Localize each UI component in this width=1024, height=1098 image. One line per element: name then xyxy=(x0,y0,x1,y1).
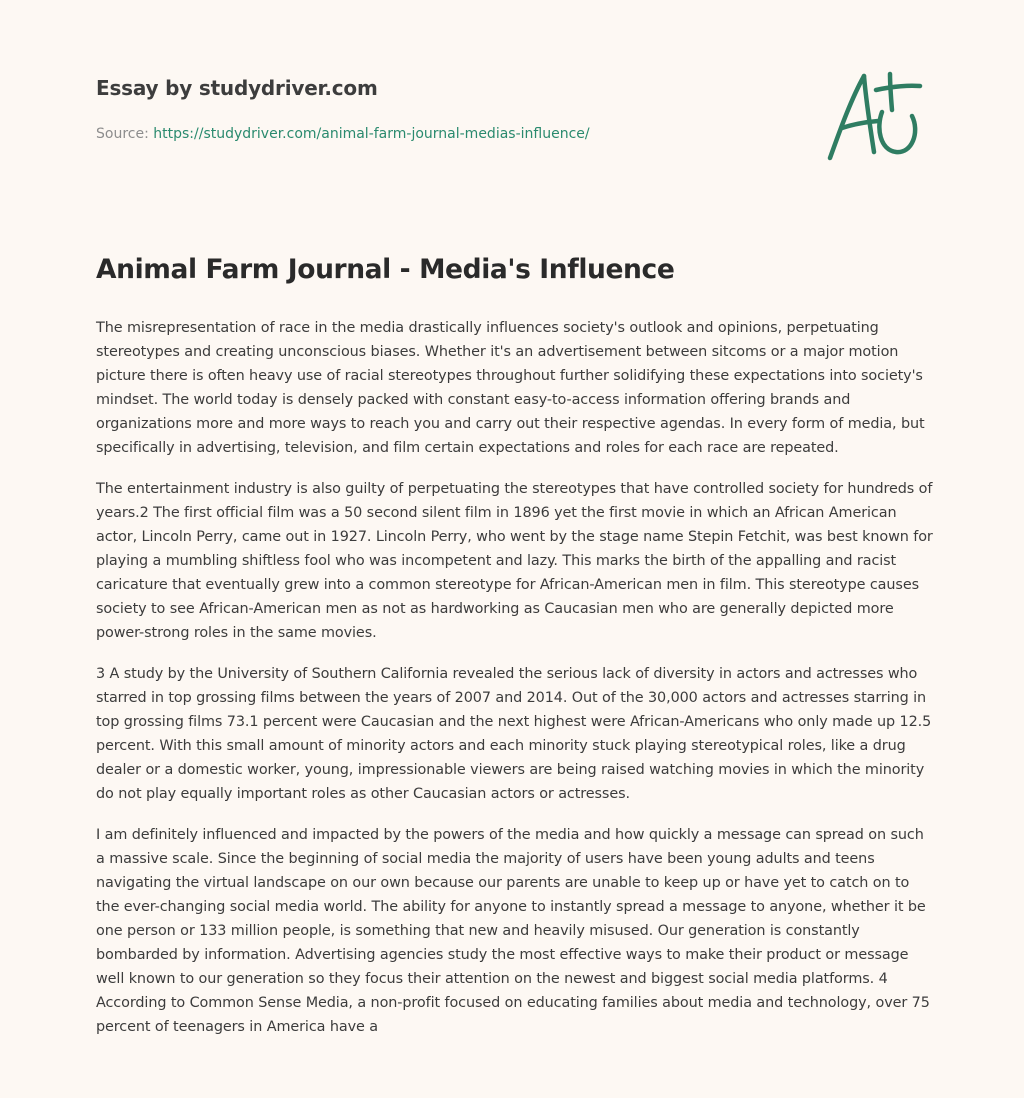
essay-body xyxy=(96,316,934,1056)
essay-paragraph: The misrepresentation of race in the media drastically influences society's outlook and opinions, perpetuating stereotypes and creating unconscious biases. Whether it's an advertisement between sitcoms or a major motion picture there is often heavy use of racial stereotypes throughout further solidifying these expectations into society's mindset. The world today is densely packed with constant easy-to-access information offering brands and organizations more and more ways to reach you and carry out their respective agendas. In every form of media, but specifically in advertising, television, and film certain expectations and roles for each race are repeated. xyxy=(96,320,925,456)
a-plus-logo-icon xyxy=(820,66,930,166)
essay-paragraph: 3 A study by the University of Southern California revealed the serious lack of diversity in actors and actresses who starred in top grossing films between the years of 2007 and 2014. Out of the 30,000 actors and actresses starring in top grossing films 73.1 percent were Caucasian and the next highest were African-Americans who only made up 12.5 percent. With this small amount of minority actors and each minority stuck playing stereotypical roles, like a drug dealer or a domestic worker, young, impressionable viewers are being raised watching movies in which the minority do not play equally important roles as other Caucasian actors or actresses. xyxy=(96,666,932,802)
source-line xyxy=(96,126,796,142)
essay-title: Animal Farm Journal - Media's Influence xyxy=(96,254,675,285)
source-link[interactable]: https://studydriver.com/animal-farm-journal-medias-influence/ xyxy=(153,126,590,142)
essay-paragraph: I am definitely influenced and impacted by the powers of the media and how quickly a message can spread on such a massive scale. Since the beginning of social media the majority of users have been young adults and teens navigating the virtual landscape on our own because our parents are unable to keep up or have yet to catch on to the ever-changing social media world. The ability for anyone to instantly spread a message to anyone, whether it be one person or 133 million people, is something that new and heavily misused. Our generation is constantly bombarded by information. Advertising agencies study the most effective ways to make their product or message well known to our generation so they focus their attention on the newest and biggest social media platforms. 4 According to Common Sense Media, a non-profit focused on educating families about media and technology, over 75 percent of teenagers in America have a xyxy=(96,827,930,1035)
source-label: Source: xyxy=(96,126,149,142)
essay-header xyxy=(96,76,796,142)
essay-paragraph: The entertainment industry is also guilty of perpetuating the stereotypes that have controlled society for hundreds of years.2 The first official film was a 50 second silent film in 1896 yet the first movie in which an African American actor, Lincoln Perry, came out in 1927. Lincoln Perry, who went by the stage name Stepin Fetchit, was best known for playing a mumbling shiftless fool who was incompetent and lazy. This marks the birth of the appalling and racist caricature that eventually grew into a common stereotype for African-American men in film. This stereotype causes society to see African-American men as not as hardworking as Caucasian men who are generally depicted more power-strong roles in the same movies. xyxy=(96,481,933,641)
site-title: Essay by studydriver.com xyxy=(96,76,378,100)
